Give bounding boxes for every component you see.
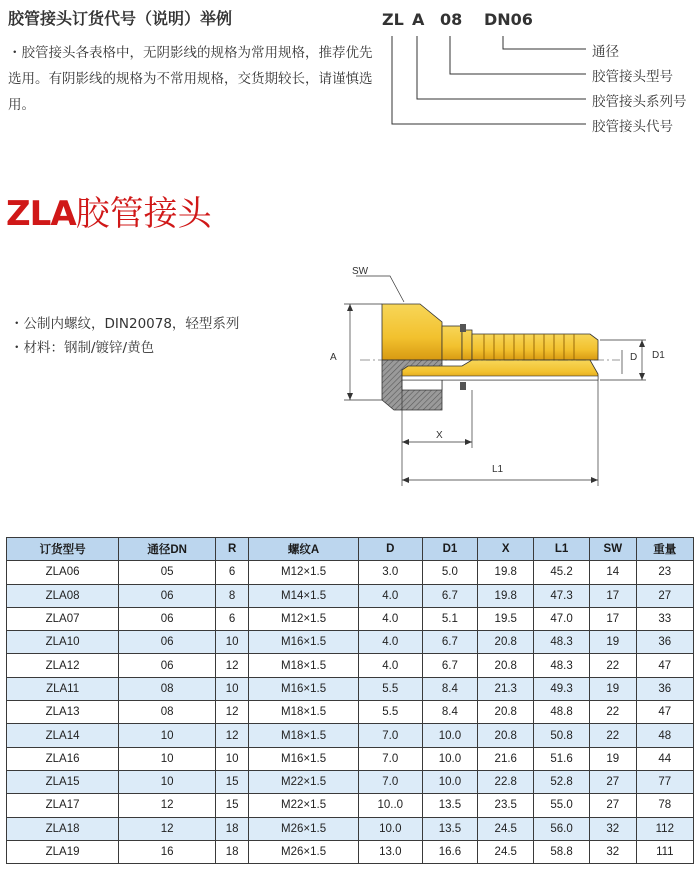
table-body xyxy=(7,561,694,864)
table-cell: M12×1.5 xyxy=(249,561,359,584)
table-cell: 13.0 xyxy=(359,840,422,863)
col-r: R xyxy=(216,538,249,561)
table-cell: 10..0 xyxy=(359,794,422,817)
table-cell: 4.0 xyxy=(359,607,422,630)
code-part-a: A xyxy=(412,10,425,29)
table-cell: 12 xyxy=(119,817,216,840)
table-cell: 19 xyxy=(589,677,636,700)
table-row xyxy=(7,677,694,700)
table-cell: 6 xyxy=(216,561,249,584)
table-cell: 8.4 xyxy=(422,677,478,700)
table-cell: 77 xyxy=(636,770,693,793)
inner-bore xyxy=(402,376,598,380)
table-row xyxy=(7,607,694,630)
table-cell: ZLA11 xyxy=(7,677,119,700)
leader-08 xyxy=(450,36,586,74)
table-cell: ZLA19 xyxy=(7,840,119,863)
table-row xyxy=(7,794,694,817)
table-cell: 33 xyxy=(636,607,693,630)
table-cell: M22×1.5 xyxy=(249,794,359,817)
col-weight: 重量 xyxy=(636,538,693,561)
table-cell: 13.5 xyxy=(422,794,478,817)
table-cell: 10 xyxy=(119,747,216,770)
table-cell: 19.8 xyxy=(478,584,534,607)
table-row xyxy=(7,584,694,607)
sw-leader xyxy=(356,276,404,302)
code-part-08: 08 xyxy=(440,10,463,29)
hex-nut-shape xyxy=(382,304,442,360)
table-row xyxy=(7,724,694,747)
fitting-lower-half xyxy=(382,360,598,410)
label-x: X xyxy=(436,430,443,441)
spec-line-material: ・材料：钢制/镀锌/黄色 xyxy=(10,340,155,356)
table-cell: 23.5 xyxy=(478,794,534,817)
table-cell: ZLA08 xyxy=(7,584,119,607)
table-cell: M26×1.5 xyxy=(249,817,359,840)
table-cell: 47 xyxy=(636,654,693,677)
table-cell: 08 xyxy=(119,677,216,700)
table-cell: 24.5 xyxy=(478,817,534,840)
table-cell: 6.7 xyxy=(422,654,478,677)
table-cell: 22.8 xyxy=(478,770,534,793)
table-cell: 18 xyxy=(216,817,249,840)
table-cell: 19 xyxy=(589,631,636,654)
table-cell: ZLA15 xyxy=(7,770,119,793)
spec-table xyxy=(6,537,694,864)
table-cell: M22×1.5 xyxy=(249,770,359,793)
table-cell: 6.7 xyxy=(422,631,478,654)
table-cell: 7.0 xyxy=(359,724,422,747)
table-cell: M18×1.5 xyxy=(249,654,359,677)
table-cell: 49.3 xyxy=(534,677,590,700)
table-cell: M18×1.5 xyxy=(249,724,359,747)
table-cell: ZLA17 xyxy=(7,794,119,817)
table-cell: ZLA07 xyxy=(7,607,119,630)
table-cell: 10.0 xyxy=(359,817,422,840)
table-cell: 13.5 xyxy=(422,817,478,840)
table-cell: 27 xyxy=(636,584,693,607)
table-cell: 3.0 xyxy=(359,561,422,584)
table-cell: 47.3 xyxy=(534,584,590,607)
col-x: X xyxy=(478,538,534,561)
table-cell: 45.2 xyxy=(534,561,590,584)
table-cell: 48.8 xyxy=(534,701,590,724)
code-label-bore: 通径 xyxy=(592,44,619,60)
leader-dn06 xyxy=(503,36,586,49)
table-cell: 78 xyxy=(636,794,693,817)
table-cell: M16×1.5 xyxy=(249,631,359,654)
table-cell: 20.8 xyxy=(478,654,534,677)
table-cell: 06 xyxy=(119,607,216,630)
table-cell: 15 xyxy=(216,794,249,817)
code-label-series: 胶管接头系列号 xyxy=(592,94,687,110)
product-heading xyxy=(6,186,212,235)
label-sw: SW xyxy=(352,266,369,277)
table-cell: 10 xyxy=(216,631,249,654)
table-cell: ZLA14 xyxy=(7,724,119,747)
table-cell: M16×1.5 xyxy=(249,747,359,770)
table-cell: 47 xyxy=(636,701,693,724)
barb-shape xyxy=(472,334,598,360)
fitting-upper-half xyxy=(382,304,598,360)
table-cell: 44 xyxy=(636,747,693,770)
table-row xyxy=(7,701,694,724)
label-a: A xyxy=(330,352,337,363)
table-cell: ZLA12 xyxy=(7,654,119,677)
table-cell: ZLA06 xyxy=(7,561,119,584)
table-cell: 12 xyxy=(216,724,249,747)
table-cell: 22 xyxy=(589,701,636,724)
leader-a xyxy=(417,36,586,99)
table-cell: 51.6 xyxy=(534,747,590,770)
col-d1: D1 xyxy=(422,538,478,561)
table-cell: 27 xyxy=(589,770,636,793)
table-cell: 22 xyxy=(589,654,636,677)
spec-line-thread: ・公制内螺纹，DIN20078，轻型系列 xyxy=(10,316,240,332)
table-cell: 19 xyxy=(589,747,636,770)
table-cell: M16×1.5 xyxy=(249,677,359,700)
table-cell: 20.8 xyxy=(478,724,534,747)
table-cell: ZLA16 xyxy=(7,747,119,770)
col-l1: L1 xyxy=(534,538,590,561)
code-label-model: 胶管接头型号 xyxy=(592,69,673,85)
table-cell: 5.1 xyxy=(422,607,478,630)
table-cell: 19.5 xyxy=(478,607,534,630)
product-code: ZLA xyxy=(6,194,76,234)
table-cell: 22 xyxy=(589,724,636,747)
product-name: 胶管接头 xyxy=(75,194,212,234)
table-cell: 48.3 xyxy=(534,654,590,677)
table-row xyxy=(7,631,694,654)
col-sw: SW xyxy=(589,538,636,561)
table-cell: 20.8 xyxy=(478,631,534,654)
table-cell: 06 xyxy=(119,654,216,677)
table-cell: 32 xyxy=(589,840,636,863)
table-row xyxy=(7,840,694,863)
table-cell: 19.8 xyxy=(478,561,534,584)
table-cell: 10 xyxy=(216,747,249,770)
table-cell: 4.0 xyxy=(359,584,422,607)
table-cell: 7.0 xyxy=(359,747,422,770)
neck-shape xyxy=(462,330,472,360)
table-cell: M12×1.5 xyxy=(249,607,359,630)
table-cell: 55.0 xyxy=(534,794,590,817)
table-cell: ZLA13 xyxy=(7,701,119,724)
col-thread: 螺纹A xyxy=(249,538,359,561)
table-cell: 14 xyxy=(589,561,636,584)
table-cell: 10 xyxy=(119,770,216,793)
table-cell: M14×1.5 xyxy=(249,584,359,607)
table-cell: 12 xyxy=(216,654,249,677)
table-cell: 112 xyxy=(636,817,693,840)
oring-bottom xyxy=(460,382,466,390)
table-cell: 20.8 xyxy=(478,701,534,724)
table-cell: 48 xyxy=(636,724,693,747)
table-row xyxy=(7,561,694,584)
table-header-row xyxy=(7,538,694,561)
collar-shape xyxy=(442,326,462,360)
table-cell: M18×1.5 xyxy=(249,701,359,724)
table-cell: 21.3 xyxy=(478,677,534,700)
table-cell: 10.0 xyxy=(422,770,478,793)
table-row xyxy=(7,770,694,793)
table-cell: ZLA10 xyxy=(7,631,119,654)
table-cell: ZLA18 xyxy=(7,817,119,840)
table-cell: 17 xyxy=(589,584,636,607)
order-example-note: ・胶管接头各表格中，无阴影线的规格为常用规格，推荐优先选用。有阴影线的规格为不常用规格，交货期较长，请谨慎选用。 xyxy=(8,45,373,113)
order-example-title: 胶管接头订货代号（说明）举例 xyxy=(8,9,233,28)
table-cell: 8.4 xyxy=(422,701,478,724)
table-cell: 5.5 xyxy=(359,701,422,724)
table-cell: 4.0 xyxy=(359,654,422,677)
table-cell: 5.0 xyxy=(422,561,478,584)
table-cell: 15 xyxy=(216,770,249,793)
table-cell: 4.0 xyxy=(359,631,422,654)
table-cell: 27 xyxy=(589,794,636,817)
table-cell: 50.8 xyxy=(534,724,590,747)
code-label-code: 胶管接头代号 xyxy=(592,119,673,135)
table-cell: 10 xyxy=(216,677,249,700)
table-cell: 23 xyxy=(636,561,693,584)
table-cell: 06 xyxy=(119,584,216,607)
oring-top xyxy=(460,324,466,332)
table-cell: 7.0 xyxy=(359,770,422,793)
table-cell: 18 xyxy=(216,840,249,863)
table-cell: 56.0 xyxy=(534,817,590,840)
table-cell: 8 xyxy=(216,584,249,607)
table-cell: 111 xyxy=(636,840,693,863)
col-dn: 通径DN xyxy=(119,538,216,561)
table-row xyxy=(7,817,694,840)
col-order-code: 订货型号 xyxy=(7,538,119,561)
table-row xyxy=(7,747,694,770)
col-d: D xyxy=(359,538,422,561)
code-part-dn06: DN06 xyxy=(484,10,533,29)
label-d1: D1 xyxy=(652,350,665,361)
label-l1: L1 xyxy=(492,464,504,475)
table-cell: 6 xyxy=(216,607,249,630)
table-cell: 36 xyxy=(636,677,693,700)
fitting-drawing xyxy=(320,258,660,490)
table-cell: 08 xyxy=(119,701,216,724)
table-cell: M26×1.5 xyxy=(249,840,359,863)
table-cell: 16 xyxy=(119,840,216,863)
table-cell: 5.5 xyxy=(359,677,422,700)
table-cell: 16.6 xyxy=(422,840,478,863)
table-cell: 32 xyxy=(589,817,636,840)
table-cell: 24.5 xyxy=(478,840,534,863)
table-cell: 06 xyxy=(119,631,216,654)
table-row xyxy=(7,654,694,677)
table-cell: 10 xyxy=(119,724,216,747)
table-cell: 12 xyxy=(119,794,216,817)
code-part-zl: ZL xyxy=(382,10,404,29)
table-cell: 17 xyxy=(589,607,636,630)
table-cell: 6.7 xyxy=(422,584,478,607)
table-cell: 52.8 xyxy=(534,770,590,793)
table-cell: 05 xyxy=(119,561,216,584)
table-cell: 21.6 xyxy=(478,747,534,770)
label-d: D xyxy=(630,352,638,363)
table-cell: 36 xyxy=(636,631,693,654)
table-cell: 58.8 xyxy=(534,840,590,863)
table-cell: 48.3 xyxy=(534,631,590,654)
table-cell: 12 xyxy=(216,701,249,724)
table-cell: 10.0 xyxy=(422,747,478,770)
table-cell: 47.0 xyxy=(534,607,590,630)
table-cell: 10.0 xyxy=(422,724,478,747)
